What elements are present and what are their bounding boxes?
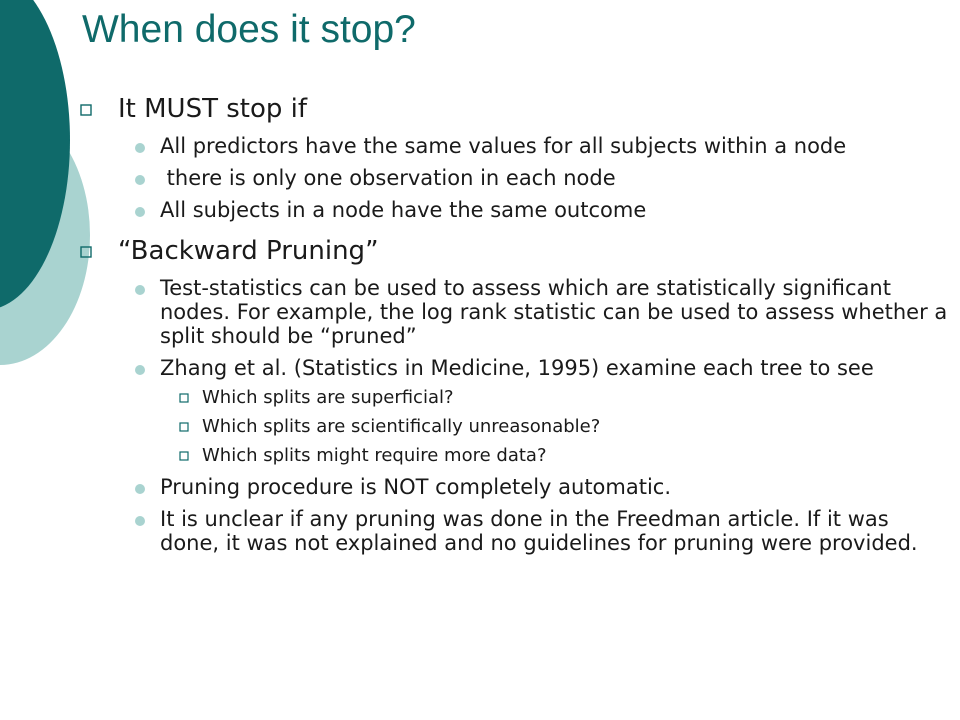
sub-list-item-text: Which splits are scientifically unreasonable? bbox=[202, 416, 601, 437]
round-bullet-icon bbox=[135, 484, 145, 494]
list-item bbox=[78, 356, 948, 380]
round-bullet-icon bbox=[135, 365, 145, 375]
section-heading-must-stop bbox=[78, 92, 948, 126]
round-bullet-icon bbox=[135, 143, 145, 153]
round-bullet-icon bbox=[135, 207, 145, 217]
round-bullet-icon bbox=[135, 516, 145, 526]
list-item-text: It is unclear if any pruning was done in the Freedman article. If it was done, it was not explained and no guidelines for pruning were provided. bbox=[160, 507, 918, 555]
sub-list-item bbox=[78, 387, 948, 409]
slide-body bbox=[78, 84, 948, 555]
list-item-text: Zhang et al. (Statistics in Medicine, 1995) examine each tree to see bbox=[160, 356, 874, 380]
list-item-text: All predictors have the same values for all subjects within a node bbox=[160, 134, 847, 158]
slide-title: When does it stop? bbox=[82, 8, 416, 51]
sub-list-item bbox=[78, 445, 948, 467]
hollow-square-bullet-icon bbox=[179, 451, 189, 461]
list-item bbox=[78, 134, 948, 158]
list-item-text: there is only one observation in each node bbox=[160, 166, 616, 190]
section-heading-backward-pruning bbox=[78, 234, 948, 268]
round-bullet-icon bbox=[135, 285, 145, 295]
hollow-square-bullet-icon bbox=[80, 104, 92, 116]
round-bullet-icon bbox=[135, 175, 145, 185]
hollow-square-bullet-icon bbox=[179, 422, 189, 432]
list-item bbox=[78, 166, 948, 190]
list-item bbox=[78, 475, 948, 499]
hollow-square-bullet-icon bbox=[80, 246, 92, 258]
sub-list-item-text: Which splits are superficial? bbox=[202, 387, 454, 408]
hollow-square-bullet-icon bbox=[179, 393, 189, 403]
section-heading-text: It MUST stop if bbox=[118, 94, 308, 124]
sub-list-item-text: Which splits might require more data? bbox=[202, 445, 547, 466]
list-item bbox=[78, 507, 948, 555]
list-item-text: Pruning procedure is NOT completely automatic. bbox=[160, 475, 672, 499]
list-item-text: All subjects in a node have the same outcome bbox=[160, 198, 647, 222]
list-item bbox=[78, 276, 948, 348]
section-heading-text: “Backward Pruning” bbox=[118, 236, 379, 266]
sub-list-item bbox=[78, 416, 948, 438]
list-item bbox=[78, 198, 948, 222]
list-item-text: Test-statistics can be used to assess which are statistically significant nodes. For example, the log rank statistic can be used to assess whether a split should be “pruned” bbox=[160, 276, 948, 348]
